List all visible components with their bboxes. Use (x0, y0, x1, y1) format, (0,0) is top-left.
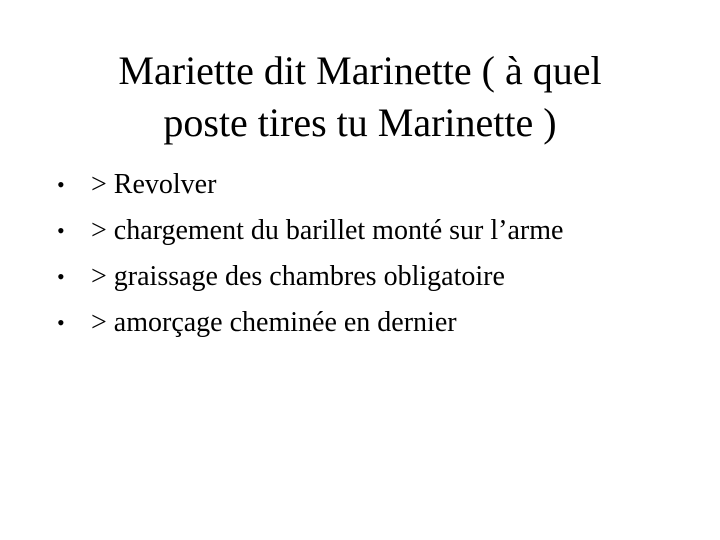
bullet-text: > graissage des chambres obligatoire (91, 261, 505, 292)
bullet-dot-icon: • (57, 172, 65, 197)
bullet-list (55, 162, 563, 346)
slide-title-line-2: poste tires tu Marinette ) (163, 100, 557, 145)
bullet-dot-icon: • (57, 264, 65, 289)
bullet-dot-icon: • (57, 218, 65, 243)
bullet-text: > chargement du barillet monté sur l’arme (91, 215, 564, 246)
bullet-text: > amorçage cheminée en dernier (91, 307, 457, 338)
bullet-text: > Revolver (91, 169, 217, 200)
slide-title-line-1: Mariette dit Marinette ( à quel (118, 48, 602, 93)
bullet-item (55, 254, 563, 300)
bullet-dot-icon: • (57, 310, 65, 335)
bullet-item (55, 208, 563, 254)
bullet-item (55, 300, 563, 346)
slide-title (0, 45, 720, 149)
bullet-item (55, 162, 563, 208)
